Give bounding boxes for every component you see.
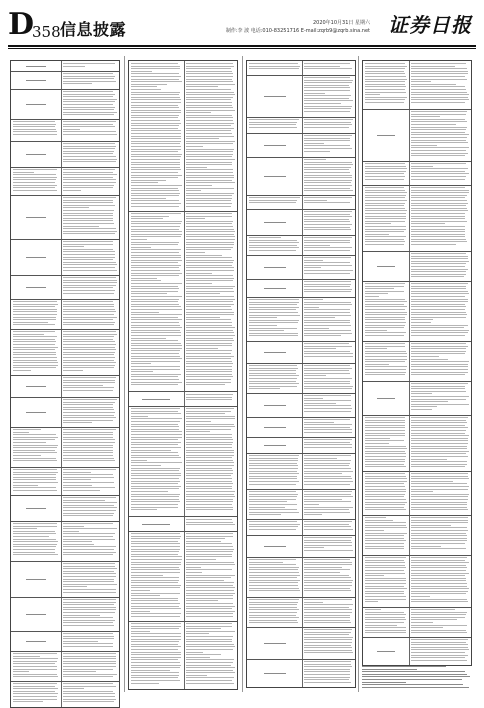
- text-block: [13, 523, 59, 559]
- table-row: [129, 516, 237, 517]
- table-row: [11, 467, 119, 468]
- cell-label: [264, 288, 286, 289]
- text-block: [63, 91, 118, 117]
- cell-label: [26, 257, 46, 258]
- text-block: [186, 408, 235, 514]
- cell-label: [142, 399, 170, 400]
- text-block: [131, 408, 182, 514]
- text-block: [411, 557, 469, 605]
- article-columns: [10, 56, 472, 692]
- text-block: [304, 211, 353, 233]
- table-row: [363, 515, 471, 516]
- cell-label: [264, 222, 286, 223]
- cell-label: [264, 352, 286, 353]
- table-row: [247, 453, 355, 454]
- table-row: [247, 341, 355, 342]
- text-block: [365, 473, 407, 513]
- cell-label: [142, 524, 170, 525]
- text-block: [304, 559, 353, 595]
- text-block: [304, 63, 353, 73]
- text-block: [13, 301, 59, 327]
- table-row: [247, 519, 355, 520]
- text-block: [365, 283, 407, 339]
- table-row: [363, 607, 471, 608]
- table-row: [363, 471, 471, 472]
- cell-label: [26, 386, 46, 387]
- text-block: [411, 253, 469, 279]
- text-block: [63, 301, 118, 327]
- table-row: [363, 381, 471, 382]
- text-block: [63, 653, 118, 679]
- table-row: [247, 117, 355, 118]
- text-block: [411, 417, 469, 469]
- table-row: [247, 659, 355, 660]
- cell-label: [264, 145, 286, 146]
- cell-label: [26, 579, 46, 580]
- table-row: [363, 109, 471, 110]
- table-column-divider: [302, 61, 303, 687]
- cell-label: [26, 66, 46, 67]
- text-block: [186, 394, 235, 404]
- table-row: [11, 141, 119, 142]
- text-block: [63, 197, 118, 237]
- table-row: [363, 161, 471, 162]
- text-block: [411, 383, 469, 413]
- text-block: [13, 121, 59, 139]
- table-row: [247, 597, 355, 598]
- table-row: [11, 119, 119, 120]
- text-block: [63, 121, 118, 139]
- text-block: [411, 111, 469, 159]
- table-row: [11, 495, 119, 496]
- text-block: [304, 419, 353, 435]
- text-block: [249, 237, 300, 253]
- disclosure-table: [246, 60, 356, 688]
- text-block: [362, 666, 470, 690]
- text-block: [411, 63, 469, 107]
- table-row: [247, 75, 355, 76]
- text-block: [304, 281, 353, 295]
- text-block: [411, 343, 469, 379]
- text-block: [249, 63, 300, 73]
- section-letter: D: [8, 7, 35, 42]
- text-block: [186, 623, 235, 687]
- text-block: [304, 521, 353, 533]
- cell-label: [264, 546, 286, 547]
- table-row: [11, 681, 119, 682]
- text-block: [186, 213, 235, 389]
- text-block: [411, 639, 469, 663]
- text-block: [13, 683, 59, 705]
- text-block: [365, 609, 407, 635]
- table-row: [11, 275, 119, 276]
- table-row: [129, 391, 237, 392]
- text-block: [304, 257, 353, 277]
- table-row: [247, 363, 355, 364]
- text-block: [63, 563, 118, 595]
- text-block: [304, 439, 353, 451]
- table-row: [363, 341, 471, 342]
- table-row: [11, 427, 119, 428]
- table-column-divider: [409, 61, 410, 665]
- table-row: [11, 597, 119, 598]
- cell-label: [264, 427, 286, 428]
- text-block: [63, 63, 118, 69]
- table-row: [247, 393, 355, 394]
- table-row: [247, 157, 355, 158]
- page-header: [8, 8, 476, 44]
- text-block: [63, 633, 118, 649]
- text-block: [131, 623, 182, 687]
- table-row: [11, 561, 119, 562]
- table-column-divider: [184, 61, 185, 689]
- text-block: [13, 169, 59, 193]
- text-block: [63, 497, 118, 519]
- text-block: [13, 429, 59, 465]
- cell-label: [26, 154, 46, 155]
- text-block: [63, 523, 118, 559]
- table-row: [129, 621, 237, 622]
- table-row: [129, 406, 237, 407]
- text-block: [304, 537, 353, 555]
- text-block: [13, 331, 59, 373]
- text-block: [304, 77, 353, 115]
- column-3: [246, 56, 356, 692]
- text-block: [131, 533, 182, 619]
- table-row: [11, 397, 119, 398]
- table-row: [363, 281, 471, 282]
- text-block: [249, 599, 300, 625]
- table-row: [363, 555, 471, 556]
- text-block: [63, 399, 118, 425]
- text-block: [249, 559, 300, 595]
- text-block: [304, 159, 353, 193]
- text-block: [63, 377, 118, 395]
- table-column-divider: [61, 61, 62, 707]
- table-row: [11, 521, 119, 522]
- text-block: [304, 599, 353, 625]
- text-block: [411, 283, 469, 339]
- text-block: [304, 119, 353, 131]
- text-block: [304, 491, 353, 517]
- text-block: [411, 609, 469, 635]
- text-block: [63, 241, 118, 273]
- cell-label: [264, 176, 286, 177]
- text-block: [304, 629, 353, 657]
- cell-label: [377, 398, 395, 399]
- text-block: [249, 521, 300, 533]
- text-block: [365, 63, 407, 107]
- text-block: [186, 533, 235, 619]
- text-block: [63, 429, 118, 465]
- text-block: [411, 163, 469, 183]
- cell-label: [377, 651, 395, 652]
- table-row: [247, 627, 355, 628]
- table-row: [11, 651, 119, 652]
- text-block: [249, 365, 300, 391]
- table-row: [129, 211, 237, 212]
- text-block: [63, 277, 118, 297]
- table-row: [11, 329, 119, 330]
- table-row: [11, 89, 119, 90]
- disclosure-table: [362, 60, 472, 666]
- text-block: [13, 653, 59, 679]
- cell-label: [264, 96, 286, 97]
- table-row: [247, 255, 355, 256]
- text-block: [249, 455, 300, 487]
- text-block: [249, 197, 300, 207]
- text-block: [63, 169, 118, 193]
- table-row: [247, 557, 355, 558]
- text-block: [304, 395, 353, 415]
- table-row: [363, 185, 471, 186]
- text-block: [63, 599, 118, 629]
- table-row: [11, 195, 119, 196]
- text-block: [304, 365, 353, 391]
- text-block: [186, 63, 235, 209]
- text-block: [304, 237, 353, 253]
- cell-label: [264, 673, 286, 674]
- page-number: 358: [32, 23, 61, 41]
- cell-label: [26, 104, 46, 105]
- text-block: [304, 197, 353, 207]
- table-row: [247, 279, 355, 280]
- column-4: [362, 56, 472, 692]
- text-block: [304, 299, 353, 339]
- table-row: [247, 489, 355, 490]
- column-1: [10, 56, 120, 692]
- text-block: [63, 469, 118, 493]
- date-line: 2020年10月31日 星期六: [312, 20, 370, 26]
- masthead-logo: 证券日报: [388, 13, 472, 37]
- text-block: [63, 73, 118, 87]
- text-block: [13, 469, 59, 493]
- table-row: [247, 209, 355, 210]
- table-row: [363, 415, 471, 416]
- disclosure-table: [10, 60, 120, 708]
- text-block: [365, 417, 407, 469]
- text-block: [304, 135, 353, 155]
- table-row: [11, 375, 119, 376]
- cell-label: [26, 508, 46, 509]
- table-row: [247, 535, 355, 536]
- cell-label: [26, 412, 46, 413]
- header-rule-thin: [8, 48, 476, 49]
- section-title: 信息披露: [60, 20, 127, 39]
- table-row: [363, 637, 471, 638]
- text-block: [304, 343, 353, 361]
- disclosure-table: [128, 60, 238, 690]
- cell-label: [264, 643, 286, 644]
- text-block: [304, 455, 353, 487]
- table-row: [247, 297, 355, 298]
- cell-label: [264, 267, 286, 268]
- table-row: [11, 167, 119, 168]
- text-block: [304, 661, 353, 685]
- table-row: [11, 239, 119, 240]
- cell-label: [26, 614, 46, 615]
- table-row: [247, 133, 355, 134]
- table-row: [247, 417, 355, 418]
- column-divider: [242, 56, 243, 692]
- text-block: [365, 557, 407, 605]
- column-divider: [358, 56, 359, 692]
- cell-label: [377, 266, 395, 267]
- table-row: [363, 251, 471, 252]
- cell-label: [26, 287, 46, 288]
- editor-line: 制作:李 波 电话:010-83251716 E-mail:zqrb9@zqrb.sina.net: [225, 28, 370, 34]
- header-rule: [8, 45, 476, 47]
- table-row: [11, 299, 119, 300]
- table-row: [11, 71, 119, 72]
- table-row: [247, 235, 355, 236]
- column-divider: [124, 56, 125, 692]
- text-block: [365, 187, 407, 249]
- text-block: [411, 187, 469, 249]
- text-block: [186, 519, 235, 529]
- text-block: [365, 163, 407, 183]
- text-block: [411, 517, 469, 553]
- column-2: [128, 56, 238, 692]
- text-block: [131, 213, 182, 389]
- text-block: [365, 517, 407, 553]
- text-block: [63, 143, 118, 165]
- table-row: [247, 437, 355, 438]
- table-row: [129, 531, 237, 532]
- table-row: [11, 631, 119, 632]
- cell-label: [377, 135, 395, 136]
- cell-label: [26, 641, 46, 642]
- table-row: [247, 195, 355, 196]
- cell-label: [26, 217, 46, 218]
- text-block: [411, 473, 469, 513]
- text-block: [63, 683, 118, 705]
- cell-label: [264, 405, 286, 406]
- text-block: [63, 331, 118, 373]
- cell-label: [26, 80, 46, 81]
- text-block: [131, 63, 182, 209]
- cell-label: [264, 445, 286, 446]
- text-block: [365, 343, 407, 379]
- text-block: [249, 491, 300, 517]
- text-block: [249, 119, 300, 131]
- text-block: [249, 299, 300, 339]
